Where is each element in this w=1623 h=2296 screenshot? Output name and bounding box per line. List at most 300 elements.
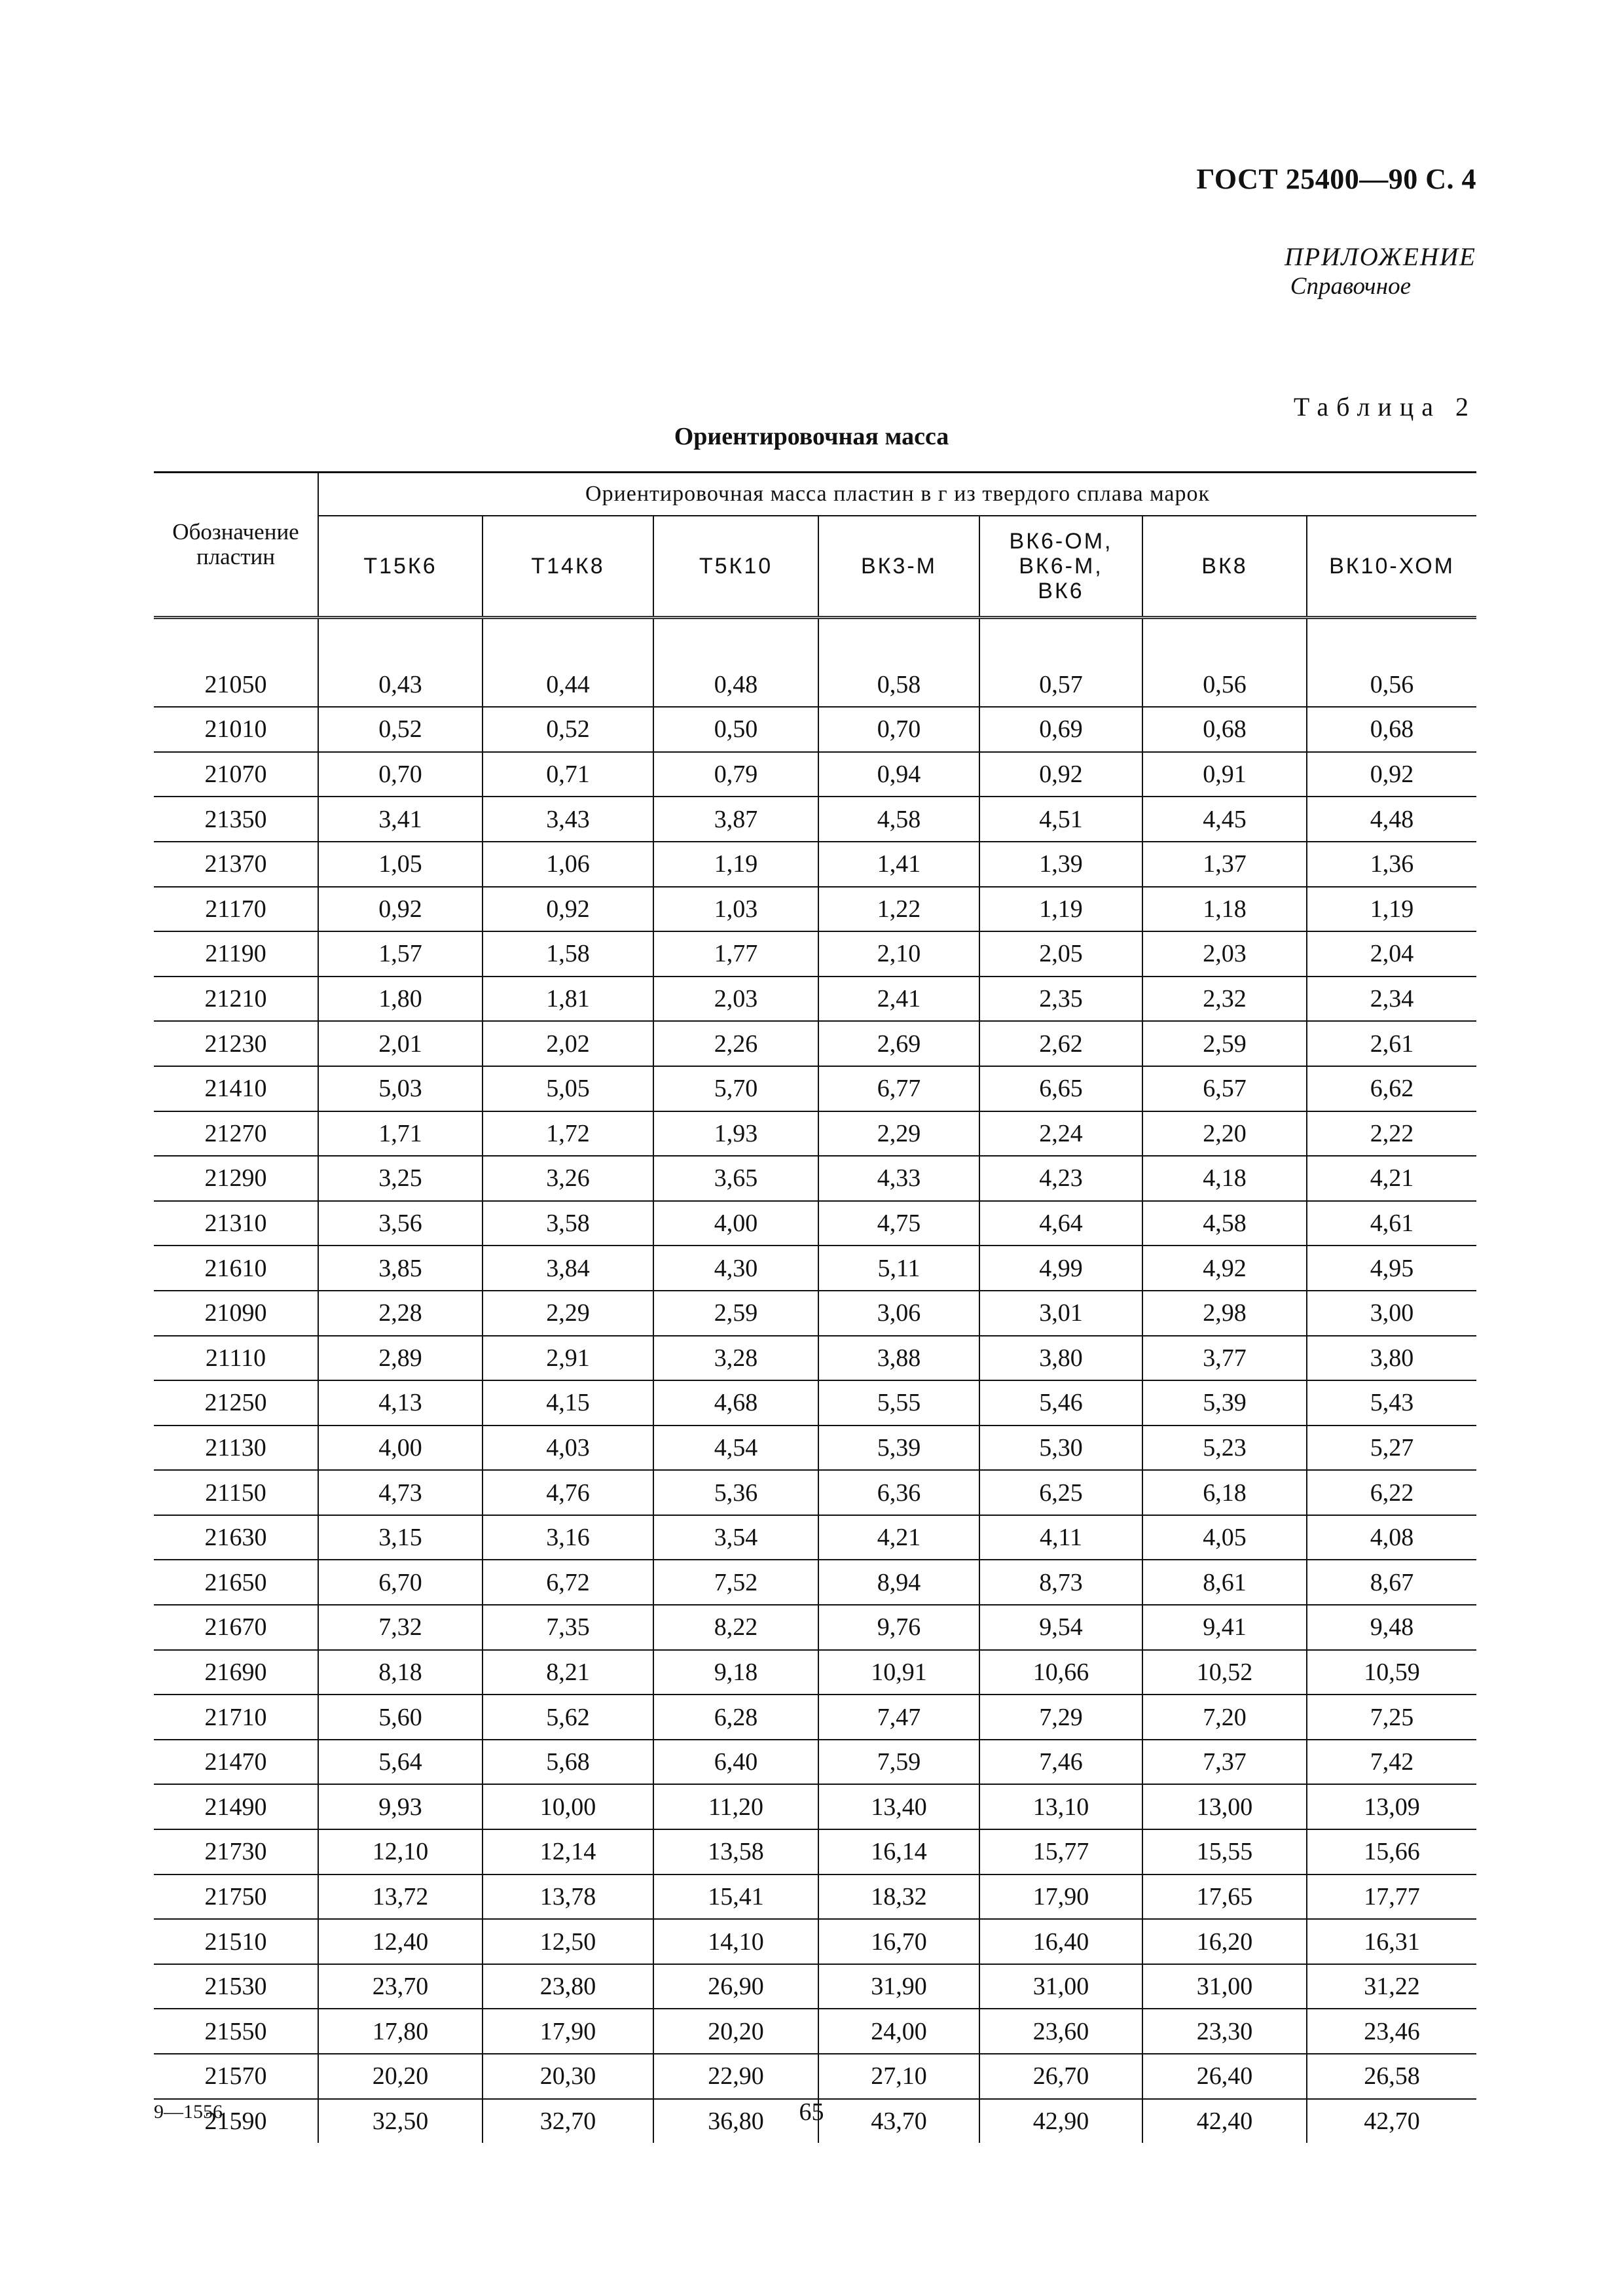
mass-cell: 2,62 (979, 1021, 1142, 1066)
mass-cell: 13,09 (1307, 1784, 1476, 1829)
mass-cell: 2,03 (1142, 931, 1307, 977)
mass-cell: 20,20 (653, 2009, 818, 2054)
mass-cell: 4,68 (653, 1380, 818, 1426)
designation-cell: 21470 (154, 1740, 318, 1785)
mass-cell: 2,10 (818, 931, 979, 977)
mass-cell: 0,68 (1307, 707, 1476, 752)
designation-cell: 21750 (154, 1874, 318, 1920)
mass-cell: 5,68 (483, 1740, 653, 1785)
mass-cell: 12,50 (483, 1919, 653, 1964)
mass-cell: 17,65 (1142, 1874, 1307, 1920)
mass-cell: 6,36 (818, 1470, 979, 1515)
mass-cell: 12,14 (483, 1829, 653, 1874)
mass-cell: 2,01 (318, 1021, 483, 1066)
designation-header: Обозначение пластин (154, 473, 318, 618)
mass-cell: 23,80 (483, 1964, 653, 2009)
mass-cell: 2,24 (979, 1111, 1142, 1157)
designation-cell: 21250 (154, 1380, 318, 1426)
designation-cell: 21090 (154, 1291, 318, 1336)
mass-cell: 8,73 (979, 1560, 1142, 1605)
mass-cell: 1,37 (1142, 842, 1307, 887)
mass-cell: 9,48 (1307, 1605, 1476, 1650)
designation-cell: 21610 (154, 1246, 318, 1291)
designation-cell: 21230 (154, 1021, 318, 1066)
mass-cell: 1,93 (653, 1111, 818, 1157)
annex-title: ПРИЛОЖЕНИЕ (1285, 243, 1476, 271)
mass-cell: 7,20 (1142, 1695, 1307, 1740)
mass-cell: 4,75 (818, 1201, 979, 1246)
table-row (154, 1695, 1476, 1740)
designation-cell: 21190 (154, 931, 318, 977)
table-row (154, 1560, 1476, 1605)
mass-cell: 11,20 (653, 1784, 818, 1829)
designation-cell: 21730 (154, 1829, 318, 1874)
designation-cell: 21290 (154, 1156, 318, 1201)
mass-cell: 1,18 (1142, 887, 1307, 932)
mass-cell: 7,29 (979, 1695, 1142, 1740)
mass-cell: 8,18 (318, 1650, 483, 1695)
mass-cell: 27,10 (818, 2054, 979, 2099)
mass-cell: 2,61 (1307, 1021, 1476, 1066)
mass-cell: 7,35 (483, 1605, 653, 1650)
mass-cell: 31,00 (1142, 1964, 1307, 2009)
mass-cell: 3,80 (1307, 1336, 1476, 1381)
mass-cell: 0,50 (653, 707, 818, 752)
mass-cell: 24,00 (818, 2009, 979, 2054)
designation-cell: 21170 (154, 887, 318, 932)
mass-cell: 12,10 (318, 1829, 483, 1874)
mass-cell: 5,43 (1307, 1380, 1476, 1426)
designation-cell: 21210 (154, 977, 318, 1022)
mass-cell: 0,58 (818, 663, 979, 708)
mass-cell: 7,32 (318, 1605, 483, 1650)
designation-cell: 21130 (154, 1426, 318, 1471)
mass-cell: 7,37 (1142, 1740, 1307, 1785)
table-row (154, 1156, 1476, 1201)
mass-cell: 0,71 (483, 752, 653, 797)
mass-cell: 3,65 (653, 1156, 818, 1201)
mass-cell: 4,11 (979, 1515, 1142, 1560)
mass-cell: 23,70 (318, 1964, 483, 2009)
mass-cell: 4,45 (1142, 797, 1307, 842)
mass-cell: 2,89 (318, 1336, 483, 1381)
mass-cell: 2,69 (818, 1021, 979, 1066)
mass-cell: 6,65 (979, 1066, 1142, 1111)
mass-cell: 5,30 (979, 1426, 1142, 1471)
table-row (154, 1021, 1476, 1066)
mass-cell: 5,27 (1307, 1426, 1476, 1471)
designation-cell: 21510 (154, 1919, 318, 1964)
table-body (154, 618, 1476, 2144)
mass-cell: 3,85 (318, 1246, 483, 1291)
mass-cell: 31,22 (1307, 1964, 1476, 2009)
mass-cell: 6,18 (1142, 1470, 1307, 1515)
mass-table (154, 471, 1476, 2143)
mass-cell: 4,21 (818, 1515, 979, 1560)
mass-cell: 9,41 (1142, 1605, 1307, 1650)
mass-cell: 1,71 (318, 1111, 483, 1157)
mass-cell: 0,56 (1307, 663, 1476, 708)
mass-cell: 0,92 (979, 752, 1142, 797)
mass-cell: 20,20 (318, 2054, 483, 2099)
mass-cell: 1,39 (979, 842, 1142, 887)
mass-cell: 2,91 (483, 1336, 653, 1381)
mass-cell: 1,77 (653, 931, 818, 977)
mass-cell: 1,05 (318, 842, 483, 887)
designation-cell: 21490 (154, 1784, 318, 1829)
table-row (154, 663, 1476, 708)
mass-cell: 15,55 (1142, 1829, 1307, 1874)
mass-cell: 7,46 (979, 1740, 1142, 1785)
mass-cell: 5,23 (1142, 1426, 1307, 1471)
mass-cell: 23,60 (979, 2009, 1142, 2054)
mass-cell: 1,80 (318, 977, 483, 1022)
table-row (154, 2009, 1476, 2054)
mass-cell: 18,32 (818, 1874, 979, 1920)
table-row (154, 1784, 1476, 1829)
document-header: ГОСТ 25400—90 С. 4 (1196, 163, 1476, 195)
designation-cell: 21070 (154, 752, 318, 797)
mass-cell: 15,66 (1307, 1829, 1476, 1874)
mass-cell: 5,03 (318, 1066, 483, 1111)
mass-cell: 4,51 (979, 797, 1142, 842)
mass-cell: 3,84 (483, 1246, 653, 1291)
mass-cell: 36,80 (653, 2099, 818, 2144)
designation-cell: 21150 (154, 1470, 318, 1515)
designation-cell: 21690 (154, 1650, 318, 1695)
mass-cell: 4,58 (1142, 1201, 1307, 1246)
mass-cell: 2,28 (318, 1291, 483, 1336)
table-title: Ориентировочная масса (674, 423, 949, 450)
mass-cell: 1,57 (318, 931, 483, 977)
designation-cell: 21350 (154, 797, 318, 842)
mass-cell: 26,40 (1142, 2054, 1307, 2099)
mass-cell: 2,05 (979, 931, 1142, 977)
mass-cell: 2,04 (1307, 931, 1476, 977)
mass-cell: 4,99 (979, 1246, 1142, 1291)
mass-cell: 6,25 (979, 1470, 1142, 1515)
mass-cell: 5,36 (653, 1470, 818, 1515)
mass-cell: 5,39 (818, 1426, 979, 1471)
mass-cell: 0,91 (1142, 752, 1307, 797)
designation-cell: 21570 (154, 2054, 318, 2099)
mass-cell: 31,90 (818, 1964, 979, 2009)
mass-cell: 7,52 (653, 1560, 818, 1605)
mass-cell: 0,52 (318, 707, 483, 752)
mass-cell: 1,41 (818, 842, 979, 887)
mass-cell: 17,80 (318, 2009, 483, 2054)
column-header: ВК10-ХОМ (1307, 516, 1476, 618)
mass-cell: 26,90 (653, 1964, 818, 2009)
table-row (154, 931, 1476, 977)
mass-cell: 1,58 (483, 931, 653, 977)
table-row (154, 1066, 1476, 1111)
mass-cell: 13,72 (318, 1874, 483, 1920)
mass-cell: 10,91 (818, 1650, 979, 1695)
mass-cell: 4,61 (1307, 1201, 1476, 1246)
table-row (154, 1874, 1476, 1920)
table-row (154, 1964, 1476, 2009)
mass-cell: 2,41 (818, 977, 979, 1022)
mass-cell: 4,33 (818, 1156, 979, 1201)
mass-cell: 23,46 (1307, 2009, 1476, 2054)
page-number: 65 (799, 2098, 824, 2126)
mass-cell: 5,62 (483, 1695, 653, 1740)
table-row (154, 1246, 1476, 1291)
mass-cell: 4,03 (483, 1426, 653, 1471)
mass-cell: 2,35 (979, 977, 1142, 1022)
mass-cell: 5,64 (318, 1740, 483, 1785)
mass-cell: 3,26 (483, 1156, 653, 1201)
designation-cell: 21010 (154, 707, 318, 752)
table-row (154, 1650, 1476, 1695)
mass-cell: 16,31 (1307, 1919, 1476, 1964)
mass-cell: 42,90 (979, 2099, 1142, 2144)
mass-cell: 5,60 (318, 1695, 483, 1740)
mass-cell: 4,08 (1307, 1515, 1476, 1560)
mass-cell: 3,80 (979, 1336, 1142, 1381)
mass-cell: 0,70 (818, 707, 979, 752)
mass-cell: 0,70 (318, 752, 483, 797)
mass-cell: 26,58 (1307, 2054, 1476, 2099)
table-row (154, 1515, 1476, 1560)
table-row (154, 752, 1476, 797)
group-header: Ориентировочная масса пластин в г из твердого сплава марок (318, 473, 1476, 516)
designation-cell: 21550 (154, 2009, 318, 2054)
mass-cell: 3,16 (483, 1515, 653, 1560)
mass-cell: 0,44 (483, 663, 653, 708)
table-row (154, 1291, 1476, 1336)
mass-cell: 6,77 (818, 1066, 979, 1111)
mass-cell: 3,28 (653, 1336, 818, 1381)
mass-cell: 13,00 (1142, 1784, 1307, 1829)
mass-cell: 1,03 (653, 887, 818, 932)
mass-cell: 42,40 (1142, 2099, 1307, 2144)
mass-cell: 42,70 (1307, 2099, 1476, 2144)
column-header: ВК3-М (818, 516, 979, 618)
mass-cell: 26,70 (979, 2054, 1142, 2099)
mass-cell: 5,05 (483, 1066, 653, 1111)
mass-cell: 7,42 (1307, 1740, 1476, 1785)
mass-cell: 5,11 (818, 1246, 979, 1291)
mass-cell: 2,20 (1142, 1111, 1307, 1157)
mass-cell: 7,59 (818, 1740, 979, 1785)
column-header: Т14К8 (483, 516, 653, 618)
designation-cell: 21530 (154, 1964, 318, 2009)
mass-cell: 5,70 (653, 1066, 818, 1111)
mass-cell: 10,00 (483, 1784, 653, 1829)
mass-cell: 16,70 (818, 1919, 979, 1964)
mass-cell: 3,87 (653, 797, 818, 842)
table-row (154, 842, 1476, 887)
mass-cell: 31,00 (979, 1964, 1142, 2009)
mass-cell: 1,22 (818, 887, 979, 932)
mass-cell: 2,22 (1307, 1111, 1476, 1157)
mass-cell: 2,59 (1142, 1021, 1307, 1066)
table-row (154, 977, 1476, 1022)
mass-cell: 4,30 (653, 1246, 818, 1291)
mass-cell: 3,54 (653, 1515, 818, 1560)
mass-cell: 4,64 (979, 1201, 1142, 1246)
mass-cell: 15,41 (653, 1874, 818, 1920)
table-row (154, 1740, 1476, 1785)
mass-cell: 8,94 (818, 1560, 979, 1605)
mass-cell: 0,57 (979, 663, 1142, 708)
designation-cell: 21310 (154, 1201, 318, 1246)
designation-cell: 21410 (154, 1066, 318, 1111)
table-row (154, 1426, 1476, 1471)
mass-cell: 4,18 (1142, 1156, 1307, 1201)
mass-cell: 2,26 (653, 1021, 818, 1066)
mass-cell: 2,59 (653, 1291, 818, 1336)
mass-cell: 13,40 (818, 1784, 979, 1829)
mass-cell: 2,02 (483, 1021, 653, 1066)
table-row (154, 1201, 1476, 1246)
designation-cell: 21110 (154, 1336, 318, 1381)
mass-cell: 6,72 (483, 1560, 653, 1605)
mass-cell: 1,81 (483, 977, 653, 1022)
designation-cell: 21630 (154, 1515, 318, 1560)
table-row (154, 2054, 1476, 2099)
mass-cell: 4,95 (1307, 1246, 1476, 1291)
table-row (154, 1470, 1476, 1515)
mass-cell: 9,93 (318, 1784, 483, 1829)
mass-cell: 4,48 (1307, 797, 1476, 842)
table-row (154, 1111, 1476, 1157)
table-number: Таблица 2 (1293, 392, 1476, 422)
mass-cell: 8,67 (1307, 1560, 1476, 1605)
mass-cell: 20,30 (483, 2054, 653, 2099)
column-header: Т15К6 (318, 516, 483, 618)
designation-cell: 21370 (154, 842, 318, 887)
mass-cell: 0,92 (483, 887, 653, 932)
mass-cell: 3,77 (1142, 1336, 1307, 1381)
mass-cell: 16,40 (979, 1919, 1142, 1964)
mass-cell: 6,40 (653, 1740, 818, 1785)
mass-cell: 3,43 (483, 797, 653, 842)
mass-cell: 1,06 (483, 842, 653, 887)
mass-cell: 3,01 (979, 1291, 1142, 1336)
mass-cell: 13,58 (653, 1829, 818, 1874)
mass-cell: 3,15 (318, 1515, 483, 1560)
mass-cell: 3,00 (1307, 1291, 1476, 1336)
mass-cell: 2,32 (1142, 977, 1307, 1022)
designation-cell: 21710 (154, 1695, 318, 1740)
mass-cell: 13,78 (483, 1874, 653, 1920)
mass-cell: 17,90 (483, 2009, 653, 2054)
mass-cell: 1,19 (1307, 887, 1476, 932)
table-row (154, 1605, 1476, 1650)
mass-cell: 14,10 (653, 1919, 818, 1964)
mass-cell: 32,50 (318, 2099, 483, 2144)
mass-cell: 4,13 (318, 1380, 483, 1426)
mass-cell: 0,56 (1142, 663, 1307, 708)
mass-cell: 4,54 (653, 1426, 818, 1471)
mass-cell: 0,92 (318, 887, 483, 932)
table-row (154, 1829, 1476, 1874)
table-row (154, 887, 1476, 932)
mass-cell: 6,70 (318, 1560, 483, 1605)
mass-cell: 1,72 (483, 1111, 653, 1157)
mass-cell: 16,20 (1142, 1919, 1307, 1964)
mass-cell: 43,70 (818, 2099, 979, 2144)
designation-cell: 21670 (154, 1605, 318, 1650)
mass-cell: 4,58 (818, 797, 979, 842)
designation-cell: 21650 (154, 1560, 318, 1605)
mass-cell: 8,22 (653, 1605, 818, 1650)
mass-cell: 17,77 (1307, 1874, 1476, 1920)
table-row (154, 1336, 1476, 1381)
mass-cell: 6,28 (653, 1695, 818, 1740)
mass-cell: 10,52 (1142, 1650, 1307, 1695)
mass-cell: 4,23 (979, 1156, 1142, 1201)
mass-cell: 2,03 (653, 977, 818, 1022)
column-header: ВК8 (1142, 516, 1307, 618)
mass-cell: 3,06 (818, 1291, 979, 1336)
mass-cell: 8,61 (1142, 1560, 1307, 1605)
mass-cell: 4,05 (1142, 1515, 1307, 1560)
mass-cell: 6,57 (1142, 1066, 1307, 1111)
mass-cell: 10,66 (979, 1650, 1142, 1695)
mass-cell: 4,92 (1142, 1246, 1307, 1291)
designation-cell: 21270 (154, 1111, 318, 1157)
mass-cell: 3,41 (318, 797, 483, 842)
mass-cell: 7,47 (818, 1695, 979, 1740)
mass-cell: 4,00 (318, 1426, 483, 1471)
mass-cell: 4,21 (1307, 1156, 1476, 1201)
mass-cell: 12,40 (318, 1919, 483, 1964)
mass-cell: 0,79 (653, 752, 818, 797)
mass-cell: 17,90 (979, 1874, 1142, 1920)
mass-cell: 8,21 (483, 1650, 653, 1695)
column-header: Т5К10 (653, 516, 818, 618)
column-header: ВК6-ОМ, ВК6-М, ВК6 (979, 516, 1142, 618)
mass-cell: 4,00 (653, 1201, 818, 1246)
mass-cell: 6,22 (1307, 1470, 1476, 1515)
mass-cell: 2,34 (1307, 977, 1476, 1022)
mass-cell: 5,46 (979, 1380, 1142, 1426)
mass-cell: 2,98 (1142, 1291, 1307, 1336)
mass-cell: 2,29 (483, 1291, 653, 1336)
mass-cell: 2,29 (818, 1111, 979, 1157)
table-row (154, 707, 1476, 752)
mass-cell: 0,68 (1142, 707, 1307, 752)
mass-cell: 5,39 (1142, 1380, 1307, 1426)
designation-cell: 21050 (154, 663, 318, 708)
print-code: 9—1556 (154, 2101, 223, 2123)
annex-subtitle: Справочное (1290, 273, 1411, 300)
mass-cell: 4,76 (483, 1470, 653, 1515)
mass-cell: 0,69 (979, 707, 1142, 752)
mass-cell: 0,48 (653, 663, 818, 708)
mass-cell: 0,52 (483, 707, 653, 752)
mass-cell: 13,10 (979, 1784, 1142, 1829)
mass-cell: 4,73 (318, 1470, 483, 1515)
mass-cell: 10,59 (1307, 1650, 1476, 1695)
mass-cell: 0,92 (1307, 752, 1476, 797)
mass-cell: 1,19 (979, 887, 1142, 932)
mass-cell: 6,62 (1307, 1066, 1476, 1111)
designation-cell: 21590 (204, 2107, 267, 2135)
table-row (154, 797, 1476, 842)
mass-cell: 15,77 (979, 1829, 1142, 1874)
mass-cell: 1,19 (653, 842, 818, 887)
mass-cell: 3,58 (483, 1201, 653, 1246)
mass-cell: 0,94 (818, 752, 979, 797)
mass-cell: 32,70 (483, 2099, 653, 2144)
mass-cell: 9,18 (653, 1650, 818, 1695)
table-row (154, 1919, 1476, 1964)
